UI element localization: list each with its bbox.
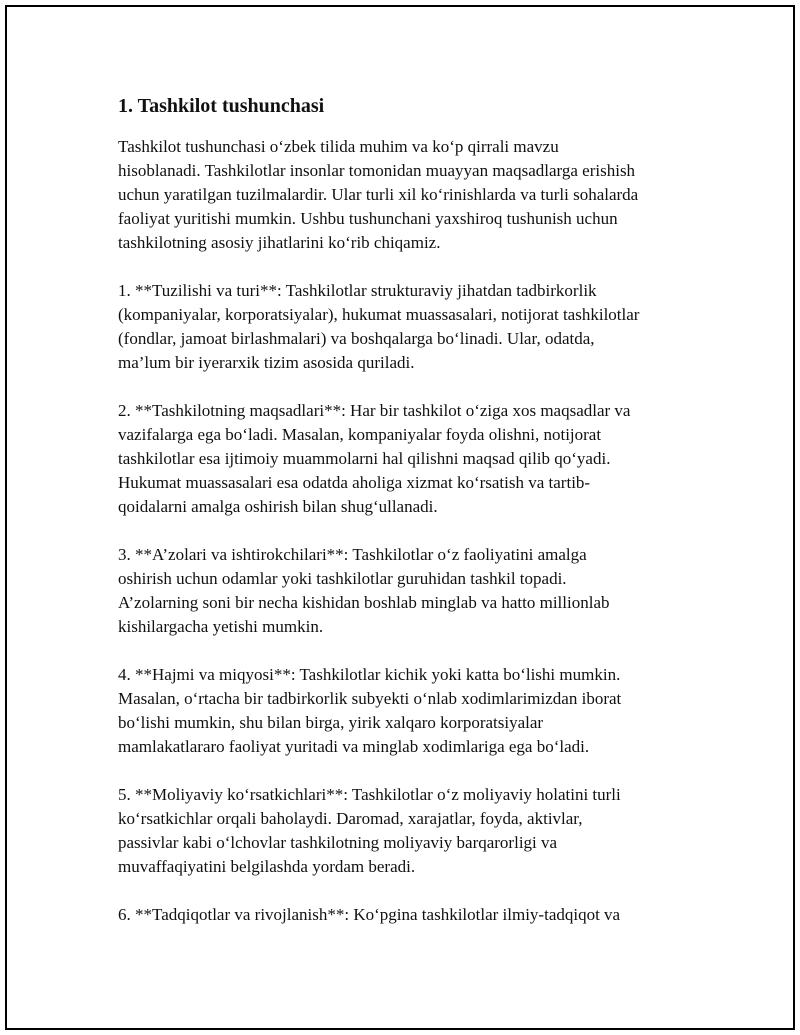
text-line: uchun yaratilgan tuzilmalardir. Ular turli xil ko‘rinishlarda va turli sohalarda — [118, 185, 639, 204]
paragraph-item-2 — [118, 399, 698, 519]
text-line: oshirish uchun odamlar yoki tashkilotlar guruhidan tashkil topadi. — [118, 569, 567, 588]
text-line: (kompaniyalar, korporatsiyalar), hukumat muassasalari, notijorat tashkilotlar — [118, 305, 640, 324]
text-line: hisoblanadi. Tashkilotlar insonlar tomonidan muayyan maqsadlarga erishish — [118, 161, 636, 180]
document-body — [118, 93, 698, 951]
text-line: 6. **Tadqiqotlar va rivojlanish**: Ko‘pgina tashkilotlar ilmiy-tadqiqot va — [118, 905, 621, 924]
paragraph-intro — [118, 135, 698, 255]
text-line: (fondlar, jamoat birlashmalari) va boshqalarga bo‘linadi. Ular, odatda, — [118, 329, 595, 348]
paragraph-item-5 — [118, 783, 698, 879]
paragraph-item-3 — [118, 543, 698, 639]
text-line: ko‘rsatkichlar orqali baholaydi. Daromad, xarajatlar, foyda, aktivlar, — [118, 809, 583, 828]
text-line: vazifalarga ega bo‘ladi. Masalan, kompaniyalar foyda olishni, notijorat — [118, 425, 602, 444]
paragraph-item-6 — [118, 903, 698, 927]
text-line: tashkilotning asosiy jihatlarini ko‘rib chiqamiz. — [118, 233, 441, 252]
text-line: 5. **Moliyaviy ko‘rsatkichlari**: Tashkilotlar o‘z moliyaviy holatini turli — [118, 785, 621, 804]
text-line: A’zolarning soni bir necha kishidan boshlab minglab va hatto millionlab — [118, 593, 610, 612]
text-line: Masalan, o‘rtacha bir tadbirkorlik subyekti o‘nlab xodimlarimizdan iborat — [118, 689, 622, 708]
text-line: Tashkilot tushunchasi o‘zbek tilida muhim va ko‘p qirrali mavzu — [118, 137, 559, 156]
text-line: passivlar kabi o‘lchovlar tashkilotning moliyaviy barqarorligi va — [118, 833, 558, 852]
text-line: Hukumat muassasalari esa odatda aholiga xizmat ko‘rsatish va tartib- — [118, 473, 591, 492]
text-line: faoliyat yuritishi mumkin. Ushbu tushunchani yaxshiroq tushunish uchun — [118, 209, 618, 228]
document-title: 1. Tashkilot tushunchasi — [118, 95, 325, 117]
text-line: tashkilotlar esa ijtimoiy muammolarni hal qilishni maqsad qilib qo‘yadi. — [118, 449, 611, 468]
text-line: mamlakatlararo faoliyat yuritadi va minglab xodimlariga ega bo‘ladi. — [118, 737, 590, 756]
text-line: 4. **Hajmi va miqyosi**: Tashkilotlar kichik yoki katta bo‘lishi mumkin. — [118, 665, 621, 684]
text-line: 3. **A’zolari va ishtirokchilari**: Tashkilotlar o‘z faoliyatini amalga — [118, 545, 587, 564]
paragraph-item-4 — [118, 663, 698, 759]
text-line: qoidalarni amalga oshirish bilan shug‘ullanadi. — [118, 497, 438, 516]
text-line: muvaffaqiyatini belgilashda yordam beradi. — [118, 857, 416, 876]
paragraph-item-1 — [118, 279, 698, 375]
text-line: bo‘lishi mumkin, shu bilan birga, yirik xalqaro korporatsiyalar — [118, 713, 544, 732]
text-line: ma’lum bir iyerarxik tizim asosida quriladi. — [118, 353, 415, 372]
text-line: 2. **Tashkilotning maqsadlari**: Har bir tashkilot o‘ziga xos maqsadlar va — [118, 401, 631, 420]
text-line: kishilargacha yetishi mumkin. — [118, 617, 324, 636]
text-line: 1. **Tuzilishi va turi**: Tashkilotlar strukturaviy jihatdan tadbirkorlik — [118, 281, 597, 300]
